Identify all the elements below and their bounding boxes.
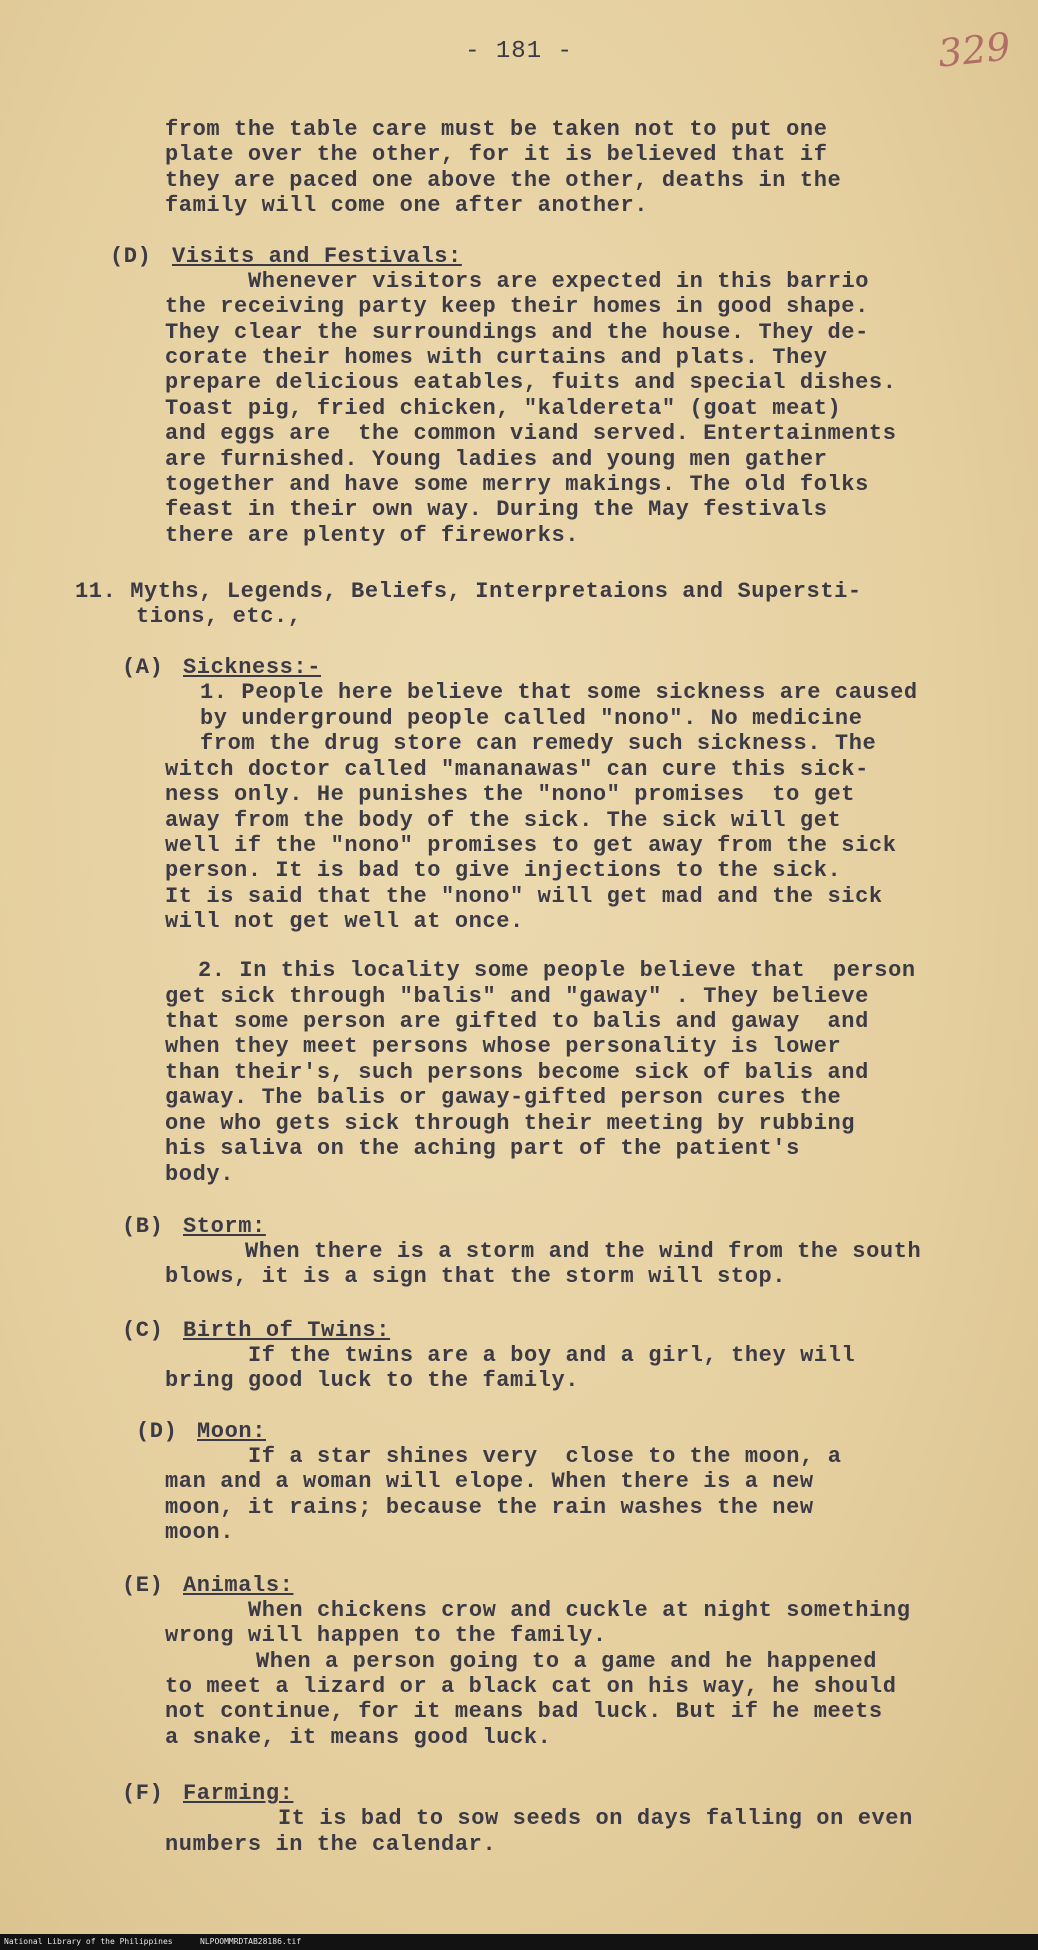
text-line: Whenever visitors are expected in this barrio	[248, 269, 870, 294]
text-line: by underground people called "nono". No medicine	[200, 706, 863, 731]
text-line: there are plenty of fireworks.	[165, 523, 580, 548]
text-line: bring good luck to the family.	[165, 1368, 580, 1393]
text-line: family will come one after another.	[165, 193, 649, 218]
text-line: away from the body of the sick. The sick will get	[165, 808, 842, 833]
text-line: They clear the surroundings and the house. They de-	[165, 320, 869, 345]
text-line: When chickens crow and cuckle at night something	[248, 1598, 911, 1623]
text-line: than their's, such persons become sick of balis and	[165, 1060, 869, 1085]
text-line: get sick through "balis" and "gaway" . They believe	[165, 984, 869, 1009]
text-line: Toast pig, fried chicken, "kaldereta" (goat meat)	[165, 396, 842, 421]
text-line: When there is a storm and the wind from the south	[245, 1239, 922, 1264]
section-title: 11. Myths, Legends, Beliefs, Interpretaions and Supersti-	[75, 579, 862, 604]
text-line: from the table care must be taken not to put one	[165, 117, 828, 142]
section-heading: Visits and Festivals:	[172, 244, 462, 269]
section-label: (D)	[136, 1419, 178, 1444]
text-line: gaway. The balis or gaway-gifted person cures the	[165, 1085, 842, 1110]
footer-source: National Library of the Philippines	[4, 1937, 173, 1946]
text-line: It is said that the "nono" will get mad and the sick	[165, 884, 883, 909]
text-line: will not get well at once.	[165, 909, 524, 934]
text-line: ness only. He punishes the "nono" promises to get	[165, 782, 856, 807]
text-line: together and have some merry makings. The old folks	[165, 472, 869, 497]
text-line: witch doctor called "mananawas" can cure this sick-	[165, 757, 869, 782]
handwritten-page-number: 329	[935, 24, 1013, 76]
section-heading: Sickness:-	[183, 655, 322, 680]
section-heading: Farming:	[183, 1781, 294, 1806]
text-line: When a person going to a game and he happened	[256, 1649, 878, 1674]
text-line: If the twins are a boy and a girl, they will	[248, 1343, 856, 1368]
text-line: not continue, for it means bad luck. But if he meets	[165, 1699, 883, 1724]
section-heading: Birth of Twins:	[183, 1318, 391, 1343]
text-line: are furnished. Young ladies and young men gather	[165, 447, 828, 472]
text-line: well if the "nono" promises to get away from the sick	[165, 833, 897, 858]
text-line: his saliva on the aching part of the patient's	[165, 1136, 800, 1161]
text-line: a snake, it means good luck.	[165, 1725, 552, 1750]
text-line: moon.	[165, 1520, 235, 1545]
section-title: tions, etc.,	[136, 604, 302, 629]
text-line: 2. In this locality some people believe that person	[198, 958, 916, 983]
section-heading: Animals:	[183, 1573, 294, 1598]
text-line: one who gets sick through their meeting by rubbing	[165, 1111, 856, 1136]
text-line: that some person are gifted to balis and gaway and	[165, 1009, 869, 1034]
text-line: If a star shines very close to the moon, a	[248, 1444, 842, 1469]
text-line: to meet a lizard or a black cat on his way, he should	[165, 1674, 897, 1699]
text-line: and eggs are the common viand served. Entertainments	[165, 421, 897, 446]
text-line: 1. People here believe that some sickness are caused	[200, 680, 918, 705]
section-label: (E)	[122, 1573, 164, 1598]
section-label: (A)	[122, 655, 164, 680]
scan-footer	[0, 1934, 1038, 1950]
section-label: (B)	[122, 1214, 164, 1239]
text-line: body.	[165, 1162, 235, 1187]
text-line: wrong will happen to the family.	[165, 1623, 607, 1648]
text-line: moon, it rains; because the rain washes the new	[165, 1495, 814, 1520]
section-heading: Storm:	[183, 1214, 266, 1239]
section-label: (F)	[122, 1781, 164, 1806]
text-line: when they meet persons whose personality is lower	[165, 1034, 842, 1059]
text-line: they are paced one above the other, deaths in the	[165, 168, 842, 193]
text-line: feast in their own way. During the May festivals	[165, 497, 828, 522]
text-line: numbers in the calendar.	[165, 1832, 497, 1857]
text-line: from the drug store can remedy such sickness. The	[200, 731, 877, 756]
text-line: the receiving party keep their homes in good shape.	[165, 294, 869, 319]
text-line: blows, it is a sign that the storm will stop.	[165, 1264, 787, 1289]
text-line: corate their homes with curtains and plats. They	[165, 345, 828, 370]
text-line: man and a woman will elope. When there is a new	[165, 1469, 814, 1494]
section-label: (C)	[122, 1318, 164, 1343]
text-line: person. It is bad to give injections to the sick.	[165, 858, 842, 883]
text-line: It is bad to sow seeds on days falling on even	[278, 1806, 913, 1831]
page-number: - 181 -	[465, 38, 573, 65]
footer-filename: NLPOOMMRDTAB28186.tif	[200, 1937, 302, 1946]
section-label: (D)	[110, 244, 152, 269]
section-heading: Moon:	[197, 1419, 267, 1444]
text-line: prepare delicious eatables, fuits and special dishes.	[165, 370, 897, 395]
text-line: plate over the other, for it is believed that if	[165, 142, 828, 167]
